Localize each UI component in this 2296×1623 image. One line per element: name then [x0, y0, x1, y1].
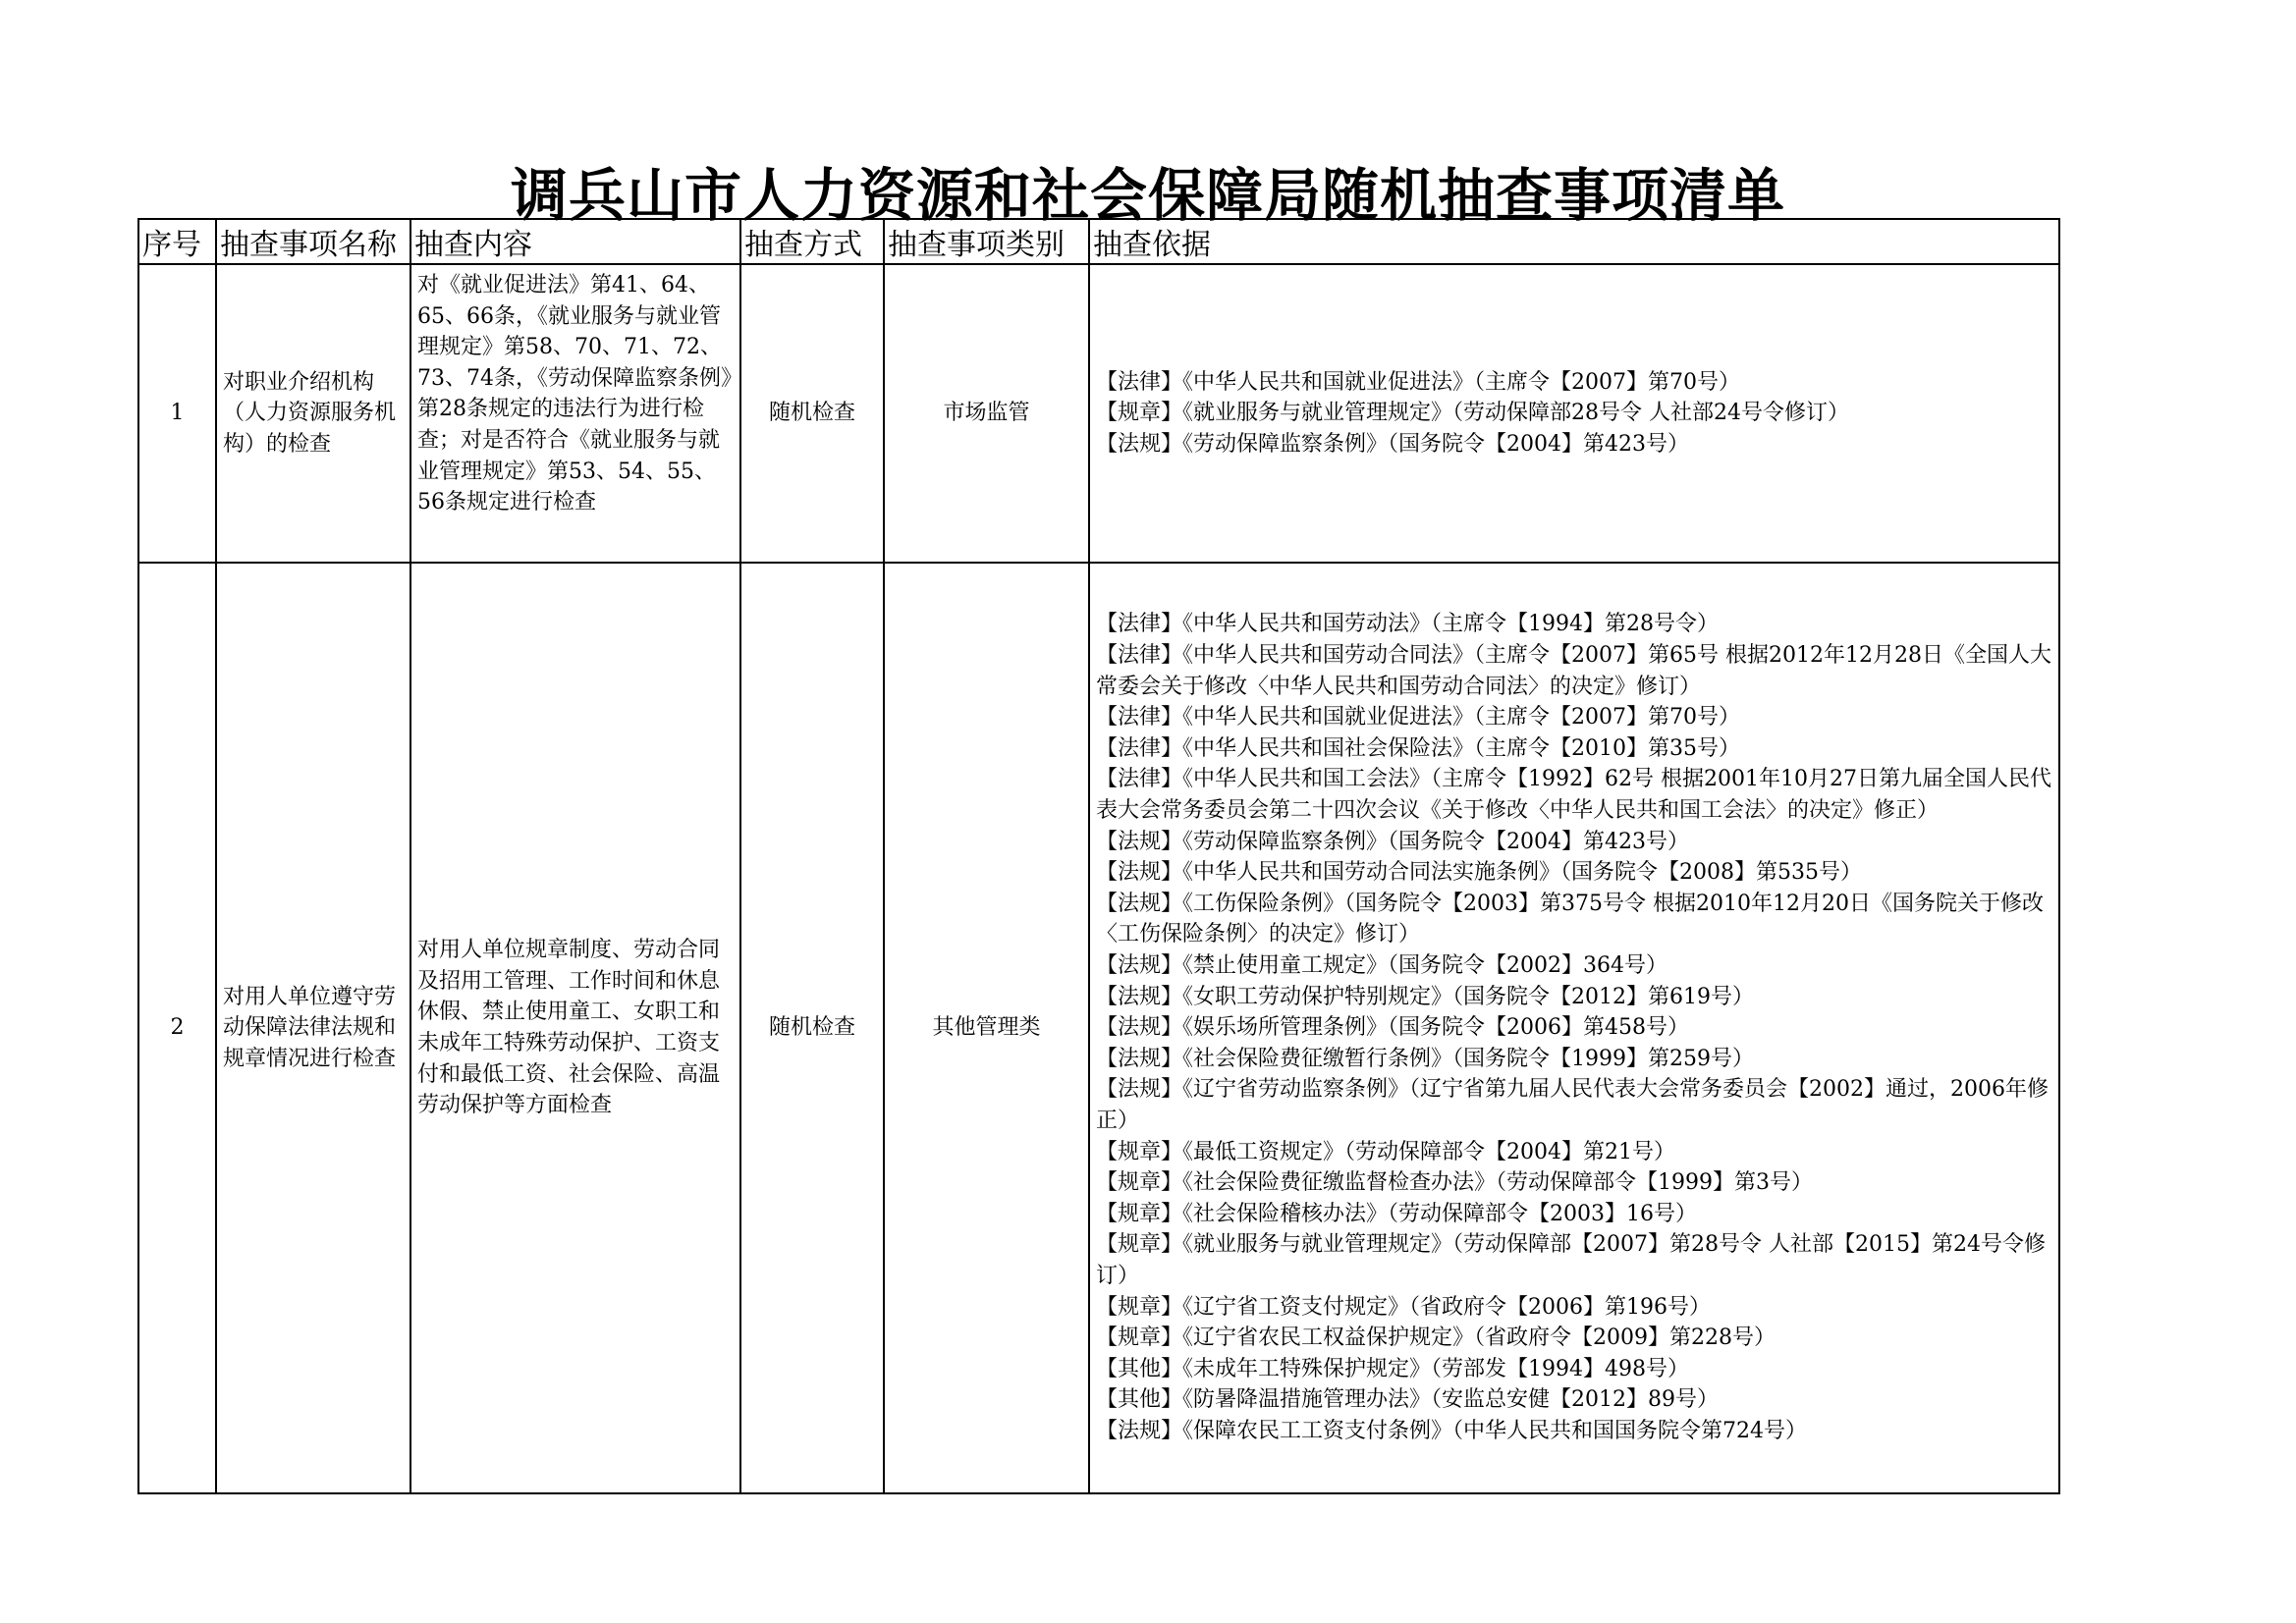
basis-line: 【规章】《辽宁省工资支付规定》（省政府令【2006】第196号） [1096, 1294, 1711, 1320]
row-basis [1089, 264, 2059, 563]
basis-line: 【法规】《娱乐场所管理条例》（国务院令【2006】第458号） [1096, 1015, 1689, 1041]
basis-line: 【法规】《禁止使用童工规定》（国务院令【2002】364号） [1096, 953, 1667, 979]
row-category: 市场监管 [884, 264, 1089, 563]
basis-line: 【法规】《女职工劳动保护特别规定》（国务院令【2012】第619号） [1096, 984, 1754, 1009]
basis-line: 【法规】《保障农民工工资支付条例》（中华人民共和国国务院令第724号） [1096, 1418, 1807, 1443]
row-basis [1089, 563, 2059, 1493]
row-name: 对职业介绍机构（人力资源服务机构）的检查 [216, 264, 410, 563]
basis-line: 【规章】《就业服务与就业管理规定》（劳动保障部28号令 人社部24号令修订） [1096, 401, 1849, 426]
basis-line: 【法规】《工伤保险条例》（国务院令【2003】第375号令 根据2010年12月20日《国务院关于修改〈工伤保险条例〉的决定》修订） [1096, 891, 2044, 947]
header-name: 抽查事项名称 [216, 219, 410, 264]
basis-line: 【法规】《中华人民共和国劳动合同法实施条例》（国务院令【2008】第535号） [1096, 860, 1862, 886]
basis-line: 【规章】《社会保险费征缴监督检查办法》（劳动保障部令【1999】第3号） [1096, 1170, 1813, 1196]
basis-line: 【规章】《社会保险稽核办法》（劳动保障部令【2003】16号） [1096, 1201, 1697, 1226]
row-method: 随机检查 [740, 264, 884, 563]
basis-line: 【规章】《辽宁省农民工权益保护规定》（省政府令【2009】第228号） [1096, 1325, 1776, 1351]
basis-line: 【法律】《中华人民共和国就业促进法》（主席令【2007】第70号） [1096, 705, 1740, 730]
header-content: 抽查内容 [410, 219, 740, 264]
basis-line: 【法规】《辽宁省劳动监察条例》（辽宁省第九届人民代表大会常务委员会【2002】通过，2006年修正） [1096, 1077, 2049, 1133]
row-category: 其他管理类 [884, 563, 1089, 1493]
basis-line: 【法律】《中华人民共和国劳动法》（主席令【1994】第28号令） [1096, 612, 1719, 637]
basis-line: 【规章】《就业服务与就业管理规定》（劳动保障部【2007】第28号令 人社部【2015】第24号令修订） [1096, 1232, 2046, 1288]
basis-line: 【法规】《劳动保障监察条例》（国务院令【2004】第423号） [1096, 431, 1689, 457]
basis-line: 【法规】《劳动保障监察条例》（国务院令【2004】第423号） [1096, 829, 1689, 854]
basis-line: 【法律】《中华人民共和国社会保险法》（主席令【2010】第35号） [1096, 735, 1740, 761]
header-row [138, 219, 2059, 264]
basis-line: 【其他】《防暑降温措施管理办法》（安监总安健【2012】89号） [1096, 1387, 1719, 1413]
header-no: 序号 [138, 219, 216, 264]
row-content: 对用人单位规章制度、劳动合同及招用工管理、工作时间和休息休假、禁止使用童工、女职工和未成年工特殊劳动保护、工资支付和最低工资、社会保险、高温劳动保护等方面检查 [410, 563, 740, 1493]
basis-line: 【法规】《社会保险费征缴暂行条例》（国务院令【1999】第259号） [1096, 1046, 1754, 1071]
basis-line: 【规章】《最低工资规定》（劳动保障部令【2004】第21号） [1096, 1139, 1675, 1164]
basis-line: 【法律】《中华人民共和国劳动合同法》（主席令【2007】第65号 根据2012年12月28日《全国人大常委会关于修改〈中华人民共和国劳动合同法〉的决定》修订） [1096, 643, 2051, 699]
basis-line: 【法律】《中华人民共和国工会法》（主席令【1992】62号 根据2001年10月27日第九届全国人民代表大会常务委员会第二十四次会议《关于修改〈中华人民共和国工会法〉的决定》修正） [1096, 767, 2051, 824]
row-no: 2 [138, 563, 216, 1493]
table-row [138, 264, 2059, 563]
row-no: 1 [138, 264, 216, 563]
header-category: 抽查事项类别 [884, 219, 1089, 264]
row-method: 随机检查 [740, 563, 884, 1493]
header-method: 抽查方式 [740, 219, 884, 264]
table-row [138, 563, 2059, 1493]
basis-line: 【其他】《未成年工特殊保护规定》（劳部发【1994】498号） [1096, 1356, 1689, 1381]
page-title: 调兵山市人力资源和社会保障局随机抽查事项清单 [510, 162, 1785, 229]
inspection-table [137, 218, 2060, 1494]
row-name: 对用人单位遵守劳动保障法律法规和规章情况进行检查 [216, 563, 410, 1493]
row-content: 对《就业促进法》第41、64、65、66条，《就业服务与就业管理规定》第58、70、71、72、73、74条，《劳动保障监察条例》第28条规定的违法行为进行检查；对是否符合《就业服务与就业管理规定》第53、54、55、56条规定进行检查 [410, 264, 740, 563]
basis-line: 【法律】《中华人民共和国就业促进法》（主席令【2007】第70号） [1096, 369, 1740, 395]
header-basis: 抽查依据 [1089, 219, 2059, 264]
